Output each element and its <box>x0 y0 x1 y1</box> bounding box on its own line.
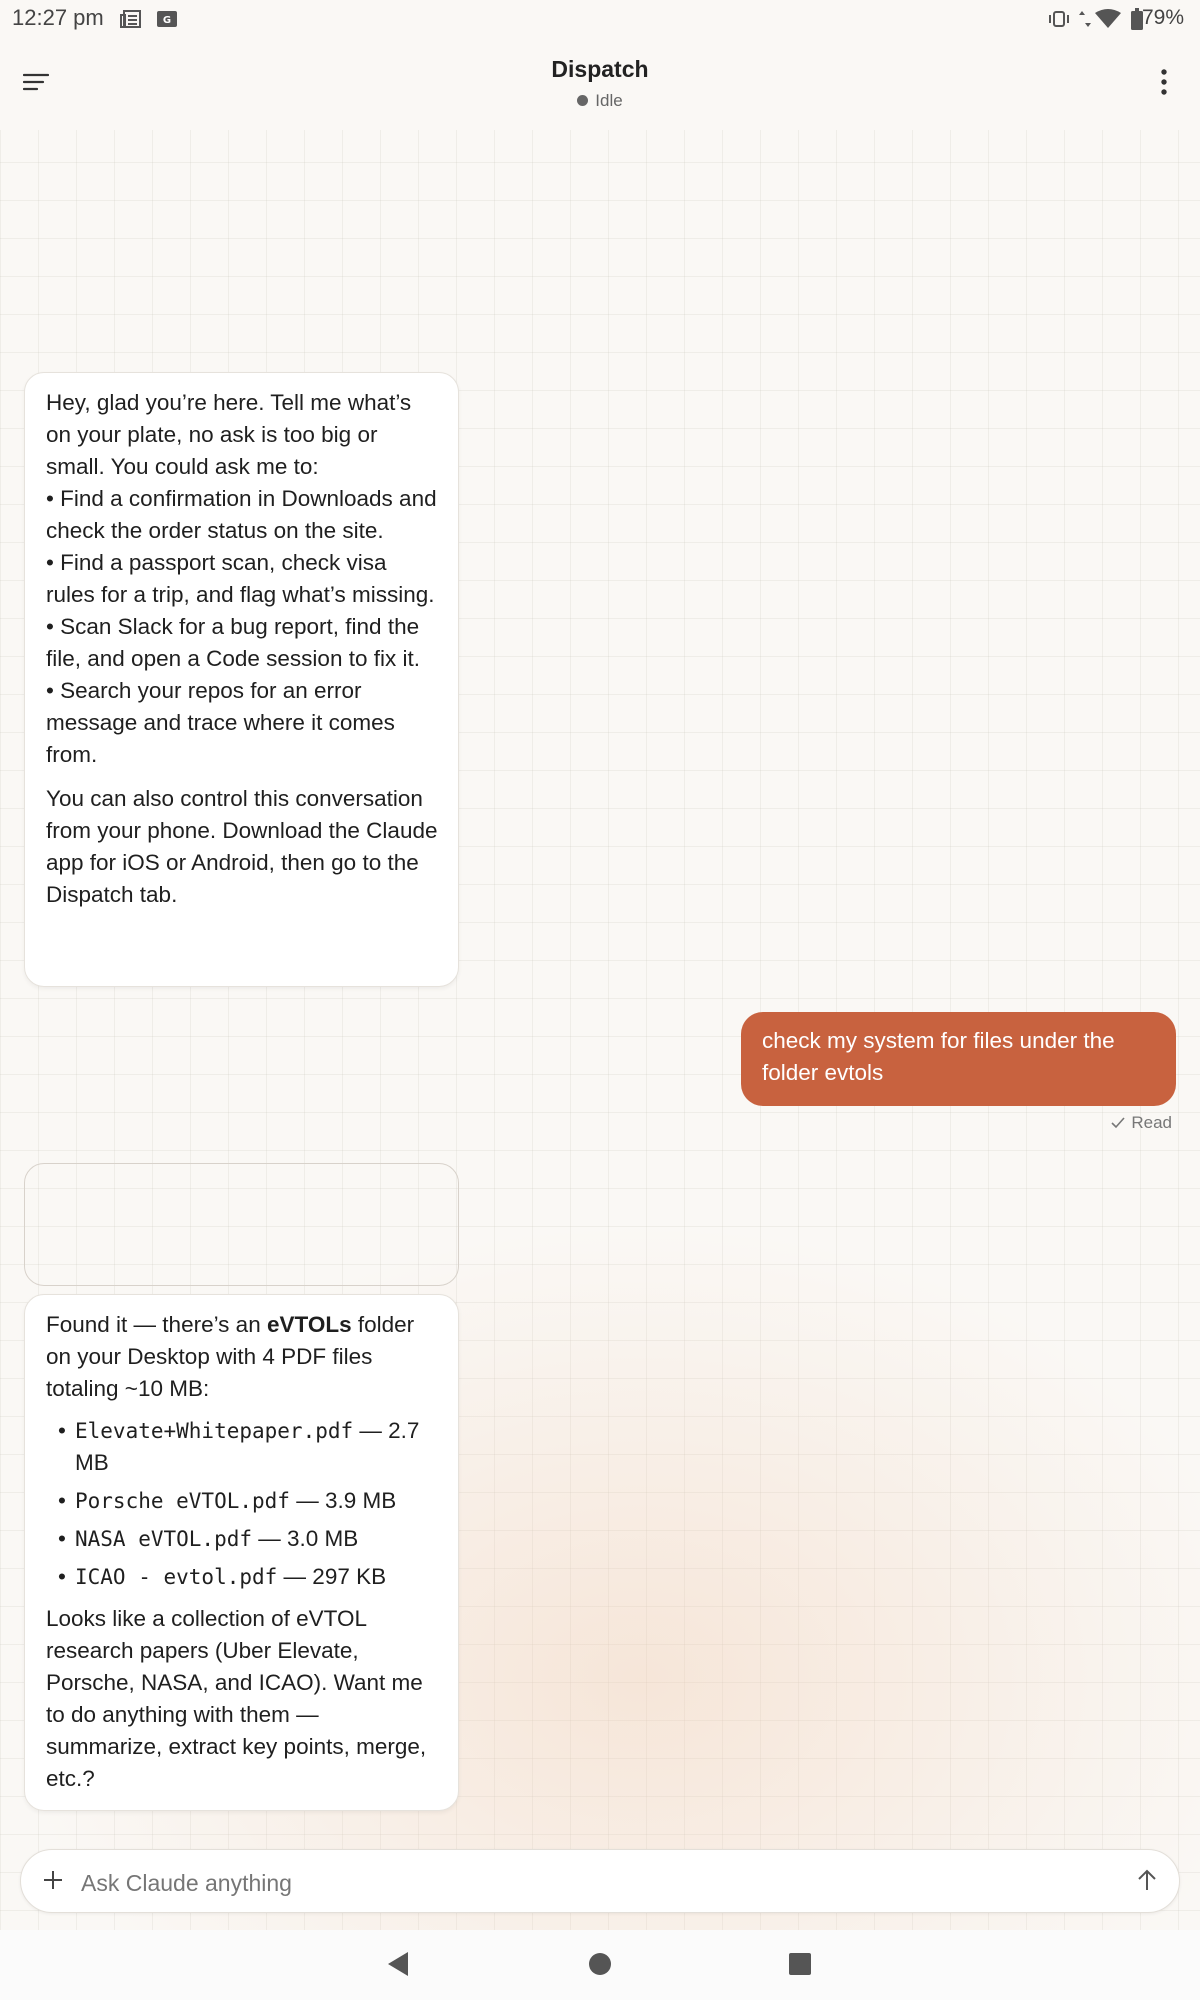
file-list-item <box>46 1523 438 1555</box>
system-navigation-bar <box>0 1930 1200 2000</box>
welcome-bullet: • Find a confirmation in Downloads and check the order status on the site. <box>46 486 437 543</box>
welcome-bullet: • Search your repos for an error message and trace where it comes from. <box>46 678 395 767</box>
result-outro: Looks like a collection of eVTOL research papers (Uber Elevate, Porsche, NASA, and ICAO). Want me to do anything with them — summarize, extract key points, merge, etc.? <box>46 1606 427 1791</box>
gmail-icon <box>156 8 178 30</box>
battery-percent: 79% <box>1141 6 1184 29</box>
vibrate-icon <box>1048 8 1070 30</box>
file-name: Elevate+Whitepaper.pdf <box>75 1419 354 1443</box>
page-title: Dispatch <box>551 56 649 82</box>
welcome-bullet-text: Search your repos for an error message and trace where it comes from. <box>46 678 395 767</box>
paragraph-gap <box>46 771 438 783</box>
file-size: — 2.7 MB <box>75 1418 420 1475</box>
news-icon <box>120 8 142 30</box>
back-button[interactable] <box>380 1948 416 1984</box>
file-name: ICAO - evtol.pdf <box>75 1565 278 1589</box>
welcome-intro: Hey, glad you’re here. Tell me what’s on your plate, no ask is too big or small. You could ask me to: <box>46 390 412 479</box>
more-options-button[interactable] <box>1142 62 1186 106</box>
send-button[interactable] <box>1127 1862 1167 1902</box>
recents-icon <box>788 1952 812 1981</box>
assistant-message-welcome <box>24 372 459 987</box>
file-name: NASA eVTOL.pdf <box>75 1527 253 1551</box>
home-button[interactable] <box>582 1948 618 1984</box>
file-list-item <box>46 1561 438 1593</box>
file-name: Porsche eVTOL.pdf <box>75 1489 290 1513</box>
arrow-up-icon <box>1137 1868 1157 1897</box>
recents-button[interactable] <box>782 1948 818 1984</box>
welcome-bullet-text: Find a confirmation in Downloads and check the order status on the site. <box>46 486 437 543</box>
user-message <box>741 1012 1176 1106</box>
result-intro <box>46 1309 438 1405</box>
add-attachment-button[interactable] <box>33 1862 73 1902</box>
data-arrows-icon <box>1078 8 1092 30</box>
welcome-bullet: • Find a passport scan, check visa rules for a trip, and flag what’s missing. <box>46 550 435 607</box>
assistant-message-result <box>24 1294 459 1811</box>
file-size: — 3.9 MB <box>289 1488 397 1513</box>
status-bar <box>0 0 1200 40</box>
plus-icon <box>42 1869 64 1896</box>
message-input[interactable] <box>79 1860 1083 1906</box>
file-list-item <box>46 1485 438 1517</box>
welcome-outro: You can also control this conversation from your phone. Download the Claude app for iOS or Android, then go to the Dispatch tab. <box>46 786 438 907</box>
user-message-text: check my system for files under the folder evtols <box>762 1028 1115 1085</box>
welcome-bullet: • Scan Slack for a bug report, find the file, and open a Code session to fix it. <box>46 614 420 671</box>
status-dot-icon <box>577 95 588 106</box>
more-vertical-icon <box>1160 69 1168 100</box>
home-icon <box>588 1952 612 1981</box>
result-intro-prefix: Found it — there’s an <box>46 1312 267 1337</box>
file-size: — 297 KB <box>277 1564 387 1589</box>
file-list <box>46 1415 438 1593</box>
app-header <box>0 40 1200 130</box>
session-status <box>0 91 1200 111</box>
status-time: 12:27 pm <box>12 5 104 30</box>
welcome-bullet-text: Find a passport scan, check visa rules for a trip, and flag what’s missing. <box>46 550 435 607</box>
tool-activity-card[interactable] <box>24 1163 459 1286</box>
result-intro-suffix: folder on your Desktop with 4 PDF files totaling ~10 MB: <box>46 1312 415 1401</box>
welcome-bullet-text: Scan Slack for a bug report, find the file, and open a Code session to fix it. <box>46 614 420 671</box>
wifi-icon <box>1094 8 1122 30</box>
file-list-item <box>46 1415 438 1479</box>
read-receipt <box>1111 1113 1172 1134</box>
message-composer <box>20 1849 1180 1913</box>
svg-text:G: G <box>162 15 172 26</box>
back-icon <box>386 1951 410 1982</box>
session-status-label: Idle <box>595 91 623 110</box>
read-receipt-label: Read <box>1131 1113 1172 1132</box>
check-icon <box>1111 1114 1125 1134</box>
file-size: — 3.0 MB <box>252 1526 359 1551</box>
result-intro-folder: eVTOLs <box>266 1312 352 1337</box>
